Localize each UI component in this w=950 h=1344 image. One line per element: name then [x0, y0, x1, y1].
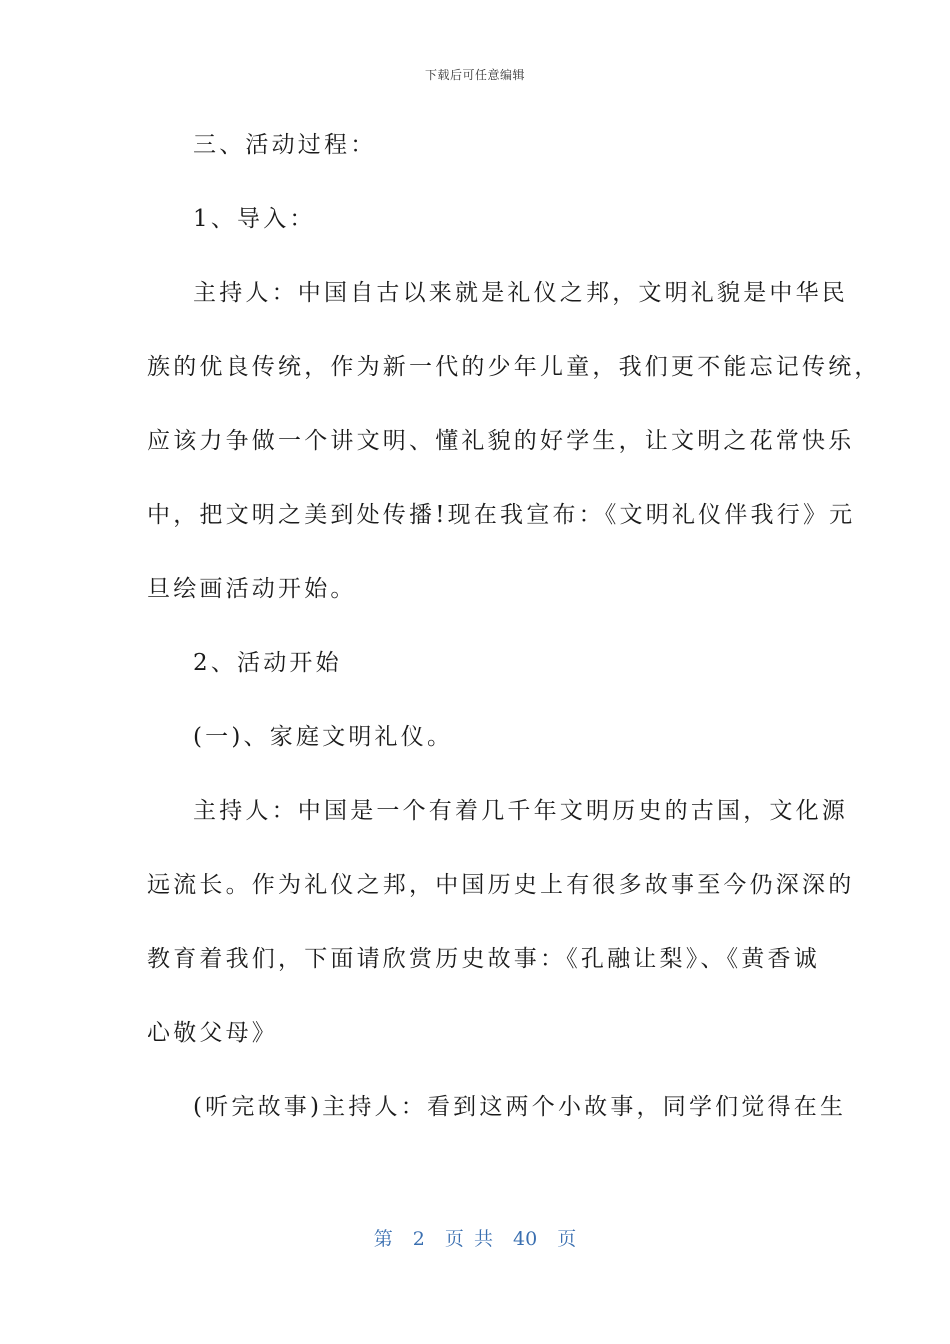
footer-suffix: 页: [557, 1228, 577, 1250]
paragraph-line: 教育着我们，下面请欣赏历史故事：《孔融让梨》、《黄香诚: [147, 946, 820, 972]
paragraph-line: 应该力争做一个讲文明、懂礼貌的好学生，让文明之花常快乐: [147, 428, 855, 454]
section-heading: 三、活动过程：: [193, 132, 377, 158]
page-header-note: 下载后可任意编辑: [424, 68, 525, 82]
subsection-heading: 1、导入：: [193, 206, 316, 232]
paragraph-line: 主持人：中国自古以来就是礼仪之邦，文明礼貌是中华民: [193, 280, 848, 306]
subsection-heading: (一)、家庭文明礼仪。: [193, 724, 454, 750]
paragraph-line: 主持人：中国是一个有着几千年文明历史的古国，文化源: [193, 798, 848, 824]
paragraph-line: (听完故事)主持人：看到这两个小故事，同学们觉得在生: [193, 1094, 847, 1120]
subsection-heading: 2、活动开始: [193, 650, 342, 676]
footer-middle: 页 共: [444, 1228, 493, 1250]
paragraph-line: 中，把文明之美到处传播!现在我宣布：《文明礼仪伴我行》元: [147, 502, 856, 528]
footer-prefix: 第: [373, 1228, 393, 1250]
paragraph-line: 旦绘画活动开始。: [147, 576, 357, 602]
page-footer: [0, 1224, 950, 1251]
paragraph-line: 心敬父母》: [147, 1020, 278, 1046]
paragraph-line: 远流长。作为礼仪之邦，中国历史上有很多故事至今仍深深的: [147, 872, 855, 898]
footer-page-number: 2: [412, 1228, 425, 1250]
document-body: [147, 122, 881, 1158]
paragraph-line: 族的优良传统，作为新一代的少年儿童，我们更不能忘记传统，: [147, 354, 881, 380]
footer-total-pages: 40: [513, 1228, 538, 1250]
